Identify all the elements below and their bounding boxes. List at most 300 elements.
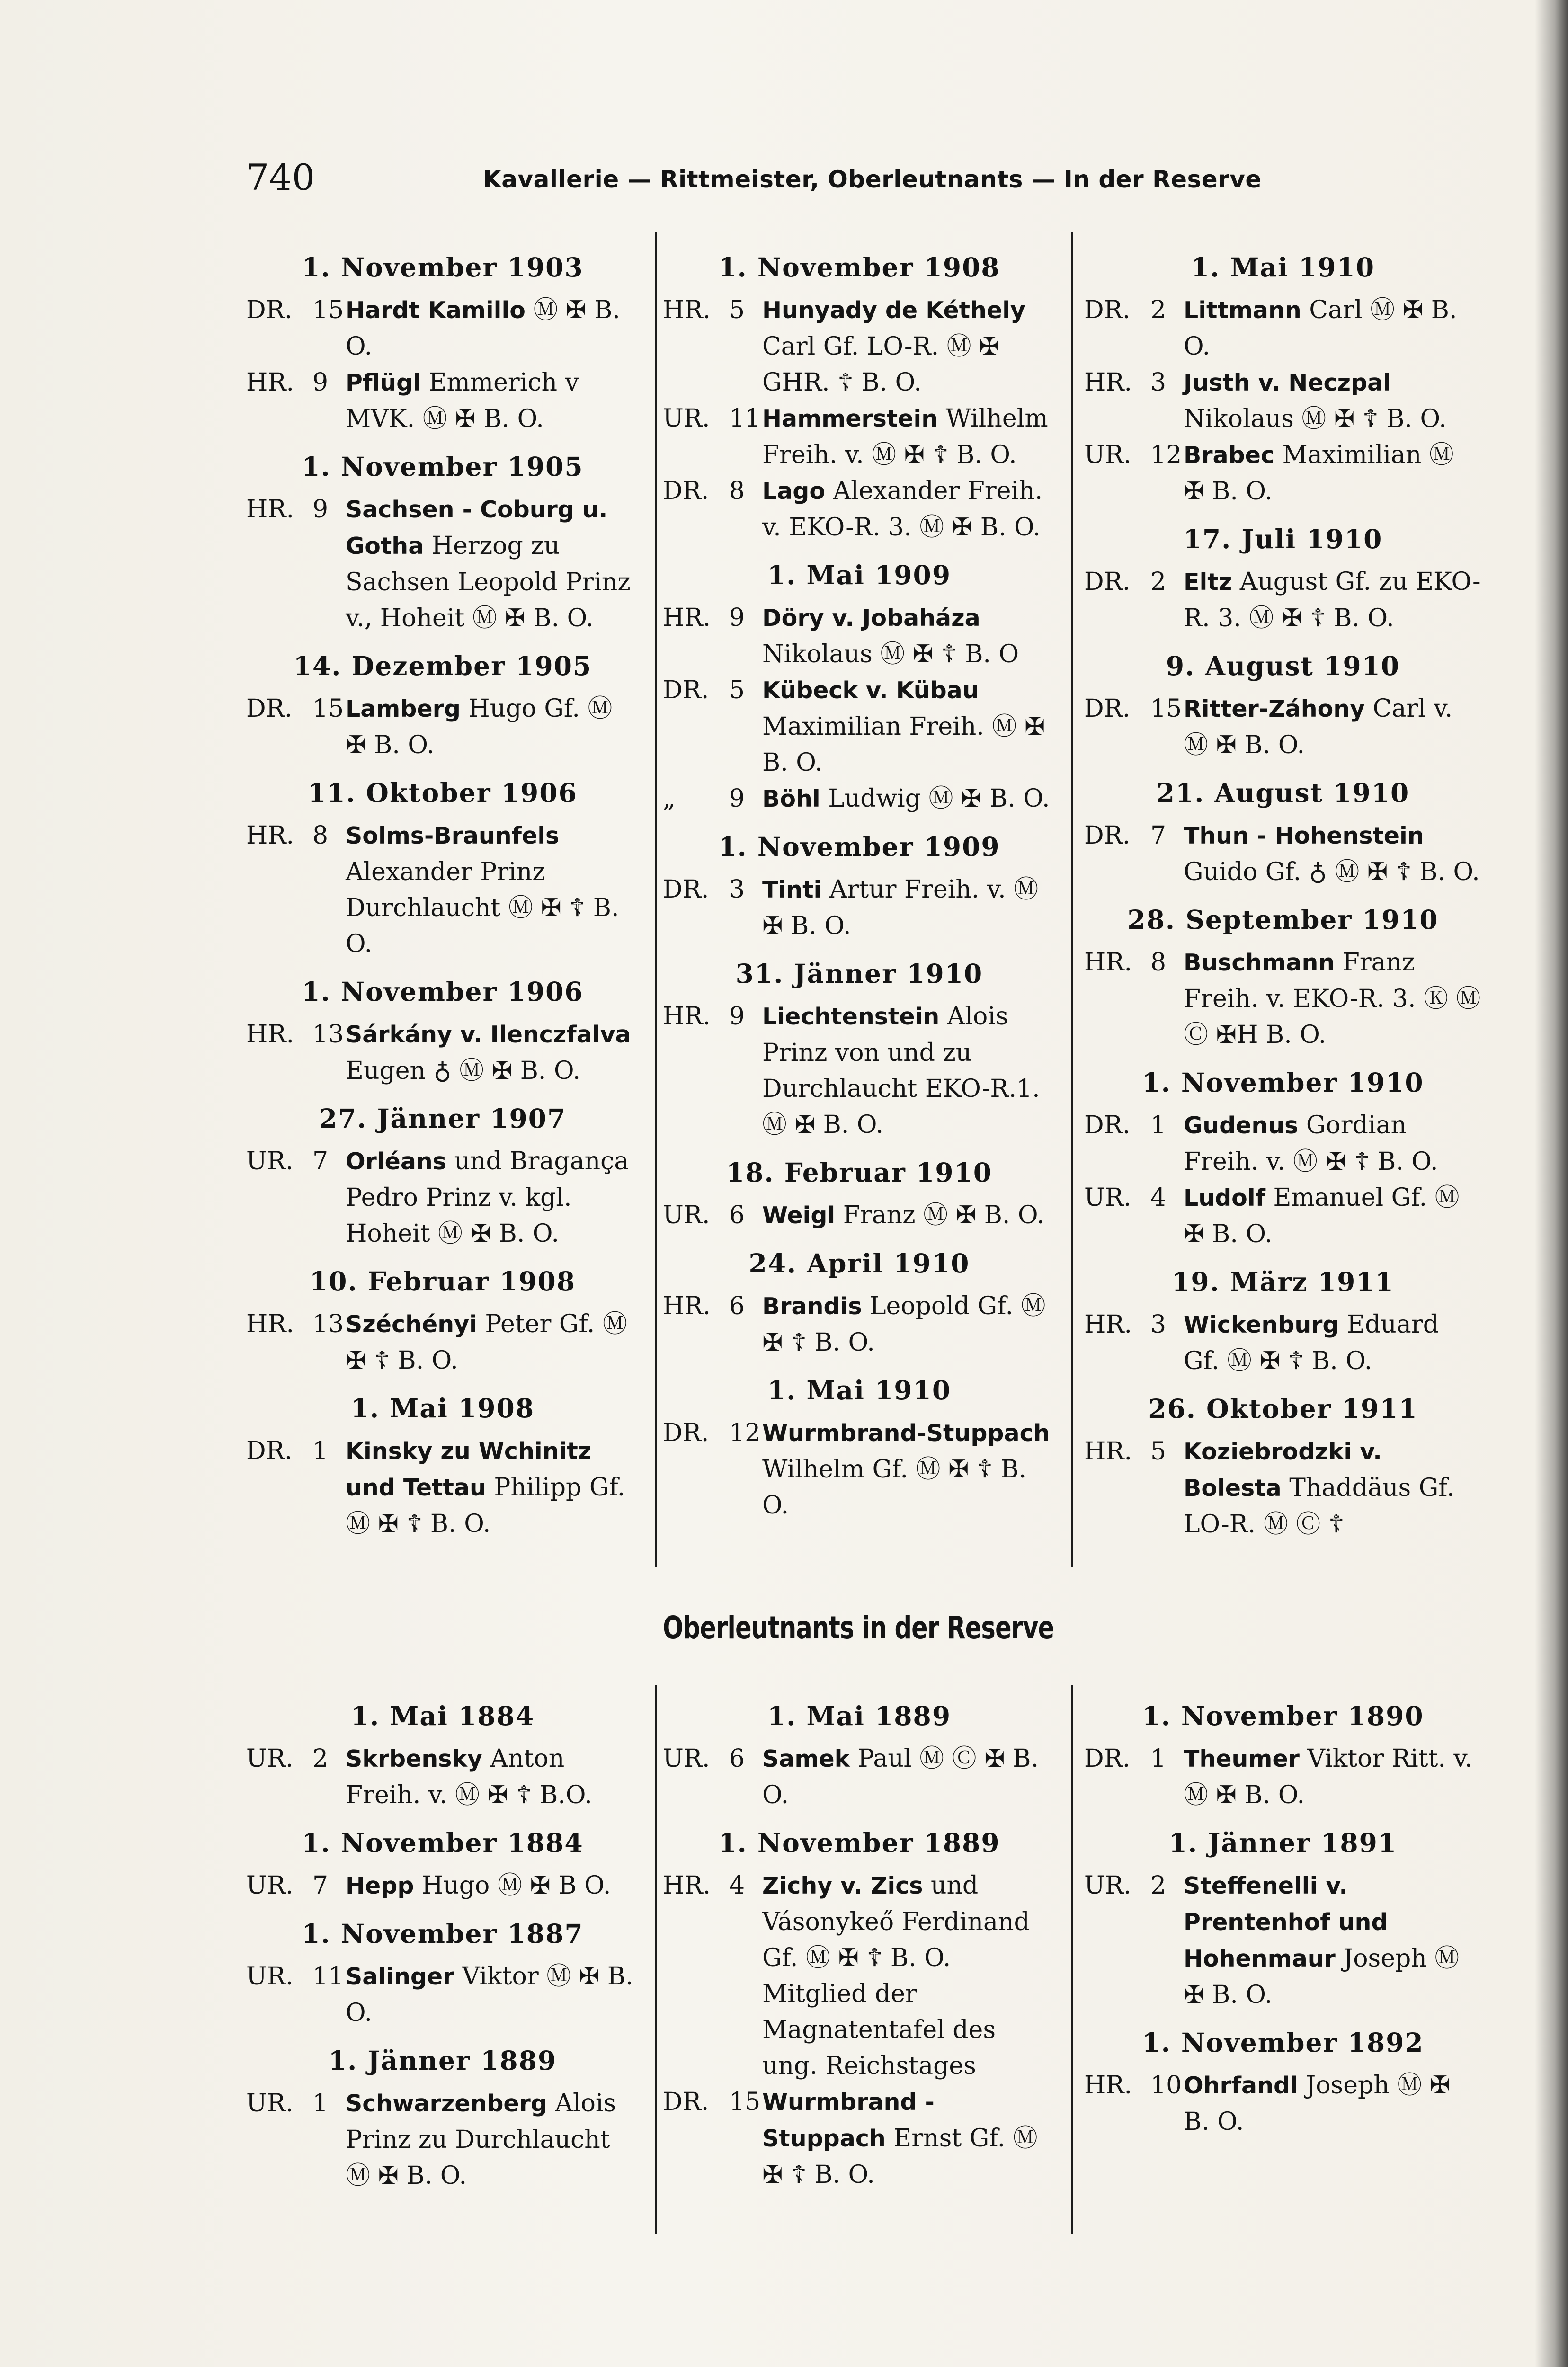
date-heading: 1. November 1903 bbox=[302, 252, 584, 283]
date-heading: 1. Mai 1910 bbox=[767, 1375, 952, 1406]
regiment-type: DR. bbox=[663, 676, 709, 704]
date-section bbox=[1084, 777, 1482, 890]
officer-entry bbox=[663, 998, 1056, 1143]
regiment-type: HR. bbox=[246, 368, 294, 397]
regiment-type: HR. bbox=[1084, 368, 1132, 397]
regiment-number: 5 bbox=[1150, 1437, 1167, 1466]
officer-entry bbox=[1084, 564, 1482, 636]
date-section bbox=[1084, 524, 1482, 636]
officer-name bbox=[1184, 1307, 1482, 1379]
date-heading: 1. November 1908 bbox=[718, 252, 1000, 283]
officer-name bbox=[762, 1197, 1056, 1234]
officer-entry bbox=[1084, 1741, 1482, 1813]
regiment-number: 1 bbox=[312, 1437, 329, 1465]
officer-details: Nikolaus Ⓜ ✠ ☦ B. O. bbox=[1184, 405, 1447, 433]
regiment-type: DR. bbox=[1084, 296, 1131, 324]
surname: Koziebrodzki v. Bolesta bbox=[1184, 1438, 1382, 1502]
regiment-number: 9 bbox=[312, 495, 329, 524]
regiment-type: HR. bbox=[663, 1292, 711, 1320]
surname: Böhl bbox=[762, 785, 820, 812]
officer-details: Franz Freih. v. EKO-R. 3. Ⓚ Ⓜ Ⓒ ✠H B. O. bbox=[1184, 948, 1481, 1049]
date-heading: 1. November 1910 bbox=[1142, 1067, 1424, 1098]
date-heading: 10. Februar 1908 bbox=[309, 1266, 576, 1297]
date-heading: 26. Oktober 1911 bbox=[1148, 1393, 1418, 1424]
page-number: 740 bbox=[246, 156, 315, 198]
regiment-type: DR. bbox=[1084, 1111, 1131, 1139]
date-section bbox=[246, 252, 639, 437]
regiment-number: 6 bbox=[729, 1292, 745, 1320]
officer-entry bbox=[246, 365, 639, 437]
officer-name bbox=[762, 672, 1056, 781]
surname: Samek bbox=[762, 1745, 850, 1772]
surname: Hammerstein bbox=[762, 405, 938, 432]
date-section bbox=[246, 777, 639, 962]
regiment-number: 15 bbox=[1150, 694, 1182, 723]
surname: Weigl bbox=[762, 1202, 836, 1229]
regiment-number: 11 bbox=[729, 404, 761, 433]
oberleutnants-column-3 bbox=[1084, 1690, 1482, 2154]
officer-entry bbox=[246, 818, 639, 962]
surname: Hunyady de Kéthely bbox=[762, 297, 1025, 324]
surname: Wickenburg bbox=[1184, 1311, 1339, 1338]
date-heading: 21. August 1910 bbox=[1156, 777, 1410, 808]
regiment-type: HR. bbox=[663, 1871, 711, 1900]
date-section bbox=[246, 1700, 639, 1813]
regiment-number: 2 bbox=[312, 1744, 329, 1773]
officer-entry bbox=[663, 600, 1056, 672]
running-head: Kavallerie — Rittmeister, Oberleutnants — In der Reserve bbox=[483, 166, 1262, 193]
regiment-type: DR. bbox=[663, 477, 709, 505]
officer-details: Maximilian Freih. Ⓜ ✠ B. O. bbox=[762, 712, 1045, 777]
column-rule bbox=[1071, 1685, 1073, 2234]
regiment-type: UR. bbox=[1084, 1871, 1131, 1900]
date-heading: 1. November 1892 bbox=[1142, 2027, 1424, 2058]
officer-entry bbox=[246, 292, 639, 365]
officer-details: Philipp Gf. Ⓜ ✠ ☦ B. O. bbox=[346, 1473, 625, 1538]
regiment-number: 5 bbox=[729, 296, 745, 324]
surname: Theumer bbox=[1184, 1745, 1300, 1772]
oberleutnants-column-2 bbox=[663, 1690, 1056, 2207]
date-section bbox=[246, 2045, 639, 2194]
officer-details: Thaddäus Gf. LO-R. Ⓜ Ⓒ ☦ bbox=[1184, 1474, 1455, 1539]
regiment-type: UR. bbox=[663, 404, 710, 433]
date-heading: 1. Mai 1884 bbox=[350, 1700, 535, 1731]
officer-name bbox=[762, 1415, 1056, 1523]
officer-name bbox=[1184, 1107, 1482, 1180]
officer-entry bbox=[246, 1016, 639, 1089]
regiment-type: DR. bbox=[663, 875, 709, 904]
date-heading: 1. November 1889 bbox=[718, 1827, 1000, 1858]
regiment-number: 10 bbox=[1150, 2071, 1182, 2100]
officer-entry bbox=[663, 1415, 1056, 1523]
officer-entry bbox=[1084, 1107, 1482, 1180]
officer-name bbox=[346, 1306, 639, 1379]
regiment-type: DR. bbox=[663, 2088, 709, 2116]
surname: Széchényi bbox=[346, 1311, 477, 1338]
officer-entry bbox=[1084, 1868, 1482, 2013]
rittmeister-column-3 bbox=[1084, 241, 1482, 1557]
regiment-type: DR. bbox=[246, 694, 293, 723]
date-section bbox=[1084, 1067, 1482, 1252]
surname: Brandis bbox=[762, 1293, 862, 1320]
officer-name bbox=[1184, 818, 1482, 890]
regiment-type: HR. bbox=[663, 1002, 711, 1031]
officer-details: Wilhelm Gf. Ⓜ ✠ ☦ B. O. bbox=[762, 1455, 1027, 1520]
officer-entry bbox=[663, 1868, 1056, 2084]
officer-name bbox=[762, 400, 1056, 473]
surname: Liechtenstein bbox=[762, 1003, 940, 1030]
surname: Solms-Braunfels bbox=[346, 822, 560, 849]
date-section bbox=[1084, 1266, 1482, 1379]
date-heading: 1. November 1905 bbox=[302, 451, 584, 482]
surname: Ohrfandl bbox=[1184, 2072, 1298, 2099]
officer-entry bbox=[246, 1868, 639, 1904]
date-heading: 1. Jänner 1889 bbox=[328, 2045, 557, 2076]
rittmeister-column-1 bbox=[246, 241, 639, 1556]
officer-entry bbox=[663, 672, 1056, 781]
regiment-type: HR. bbox=[246, 1020, 294, 1049]
officer-name bbox=[1184, 437, 1482, 509]
regiment-number: 11 bbox=[312, 1962, 344, 1991]
regiment-type: DR. bbox=[1084, 821, 1131, 850]
surname: Zichy v. Zics bbox=[762, 1872, 923, 1899]
regiment-number: 7 bbox=[1150, 821, 1167, 850]
officer-name bbox=[346, 1958, 639, 2031]
regiment-number: 2 bbox=[1150, 1871, 1167, 1900]
surname: Gudenus bbox=[1184, 1112, 1299, 1139]
regiment-type: „ bbox=[663, 784, 676, 813]
date-heading: 9. August 1910 bbox=[1166, 650, 1400, 681]
officer-details: Alois Prinz zu Durchlaucht Ⓜ ✠ B. O. bbox=[346, 2089, 616, 2190]
officer-details: Maximilian Ⓜ ✠ B. O. bbox=[1184, 441, 1454, 506]
officer-entry bbox=[1084, 365, 1482, 437]
date-section bbox=[1084, 1827, 1482, 2013]
officer-name bbox=[762, 1868, 1056, 2084]
surname: Hardt Kamillo bbox=[346, 297, 526, 324]
surname: Orléans bbox=[346, 1148, 446, 1175]
date-section bbox=[1084, 1700, 1482, 1813]
surname: Pflügl bbox=[346, 369, 421, 396]
regiment-number: 15 bbox=[312, 694, 344, 723]
officer-details: August Gf. zu EKO-R. 3. Ⓜ ✠ ☦ B. O. bbox=[1184, 568, 1481, 632]
date-section bbox=[246, 976, 639, 1089]
page-edge-shadow bbox=[1535, 0, 1568, 2367]
officer-entry bbox=[246, 1958, 639, 2031]
officer-name bbox=[346, 292, 639, 365]
officer-name bbox=[1184, 564, 1482, 636]
officer-details: Carl v. Ⓜ ✠ B. O. bbox=[1184, 694, 1453, 759]
date-heading: 1. November 1909 bbox=[718, 831, 1000, 862]
officer-name bbox=[346, 365, 639, 437]
date-section bbox=[663, 1375, 1056, 1523]
officer-details: Artur Freih. v. Ⓜ ✠ B. O. bbox=[762, 875, 1039, 940]
officer-details: Joseph Ⓜ ✠ B. O. bbox=[1184, 1944, 1460, 2009]
officer-details: Alexander Prinz Durchlaucht Ⓜ ✠ ☦ B. O. bbox=[346, 858, 619, 958]
regiment-number: 3 bbox=[729, 875, 745, 904]
officer-name bbox=[762, 998, 1056, 1143]
regiment-type: HR. bbox=[1084, 1437, 1132, 1466]
date-heading: 1. Mai 1909 bbox=[767, 560, 952, 590]
date-section bbox=[663, 1827, 1056, 2193]
date-heading: 31. Jänner 1910 bbox=[735, 958, 983, 989]
surname: Kinsky zu Wchinitz und Tettau bbox=[346, 1438, 592, 1501]
surname: Brabec bbox=[1184, 442, 1274, 469]
regiment-type: UR. bbox=[246, 2089, 294, 2118]
officer-name bbox=[346, 818, 639, 962]
rittmeister-column-2 bbox=[663, 241, 1056, 1538]
regiment-number: 7 bbox=[312, 1871, 329, 1900]
officer-entry bbox=[663, 292, 1056, 400]
officer-entry bbox=[246, 1433, 639, 1542]
regiment-number: 8 bbox=[312, 821, 329, 850]
regiment-type: UR. bbox=[1084, 441, 1131, 469]
officer-name bbox=[346, 1143, 639, 1252]
date-heading: 11. Oktober 1906 bbox=[308, 777, 578, 808]
regiment-number: 1 bbox=[1150, 1744, 1167, 1773]
surname: Lamberg bbox=[346, 695, 461, 722]
regiment-number: 9 bbox=[729, 784, 745, 813]
regiment-number: 3 bbox=[1150, 1310, 1167, 1339]
date-heading: 1. November 1890 bbox=[1142, 1700, 1424, 1731]
regiment-number: 5 bbox=[729, 676, 745, 704]
officer-details: Wilhelm Freih. v. Ⓜ ✠ ☦ B. O. bbox=[762, 404, 1048, 469]
officer-name bbox=[1184, 1868, 1482, 2013]
regiment-number: 4 bbox=[729, 1871, 745, 1900]
officer-details: Viktor Ritt. v. Ⓜ ✠ B. O. bbox=[1184, 1744, 1473, 1809]
officer-entry bbox=[663, 400, 1056, 473]
regiment-number: 3 bbox=[1150, 368, 1167, 397]
date-section bbox=[246, 1918, 639, 2031]
surname: Schwarzenberg bbox=[346, 2090, 547, 2117]
regiment-number: 1 bbox=[312, 2089, 329, 2118]
surname: Thun - Hohenstein bbox=[1184, 822, 1424, 849]
officer-name bbox=[346, 1433, 639, 1542]
officer-name bbox=[762, 473, 1056, 545]
regiment-number: 15 bbox=[729, 2088, 761, 2116]
date-heading: 1. Mai 1889 bbox=[767, 1700, 952, 1731]
officer-entry bbox=[1084, 2067, 1482, 2140]
regiment-type: UR. bbox=[246, 1147, 294, 1175]
date-section bbox=[663, 958, 1056, 1143]
officer-name bbox=[346, 691, 639, 763]
running-header bbox=[246, 156, 1496, 199]
regiment-number: 2 bbox=[1150, 296, 1167, 324]
date-section bbox=[1084, 904, 1482, 1053]
regiment-type: HR. bbox=[663, 604, 711, 632]
regiment-type: DR. bbox=[1084, 568, 1131, 596]
officer-entry bbox=[1084, 1180, 1482, 1252]
officer-details: Guido Gf. ♁ Ⓜ ✠ ☦ B. O. bbox=[1184, 858, 1480, 886]
officer-name bbox=[1184, 1180, 1482, 1252]
officer-details: und Vásonykeő Ferdinand Gf. Ⓜ ✠ ☦ B. O. Mitglied der Magnatentafel des ung. Reichstages bbox=[762, 1871, 1030, 2080]
regiment-type: UR. bbox=[246, 1744, 294, 1773]
officer-name bbox=[346, 491, 639, 636]
column-rule bbox=[655, 1685, 657, 2234]
regiment-type: DR. bbox=[663, 1419, 709, 1447]
surname: Sárkány v. Ilenczfalva bbox=[346, 1021, 631, 1048]
officer-details: Emmerich v MVK. Ⓜ ✠ B. O. bbox=[346, 368, 579, 433]
officer-details: Joseph Ⓜ ✠ B. O. bbox=[1184, 2071, 1451, 2136]
date-section bbox=[246, 1827, 639, 1904]
officer-entry bbox=[1084, 1433, 1482, 1542]
date-section bbox=[1084, 2027, 1482, 2140]
surname: Salinger bbox=[346, 1963, 454, 1990]
officer-entry bbox=[246, 691, 639, 763]
officer-name bbox=[762, 600, 1056, 672]
regiment-type: HR. bbox=[246, 495, 294, 524]
officer-details: Peter Gf. Ⓜ ✠ ☦ B. O. bbox=[346, 1310, 627, 1375]
officer-name bbox=[1184, 292, 1482, 365]
date-heading: 19. März 1911 bbox=[1172, 1266, 1394, 1297]
regiment-number: 2 bbox=[1150, 568, 1167, 596]
regiment-type: UR. bbox=[1084, 1184, 1131, 1212]
regiment-type: HR. bbox=[1084, 948, 1132, 977]
regiment-type: HR. bbox=[1084, 2071, 1132, 2100]
regiment-number: 12 bbox=[1150, 441, 1182, 469]
surname: Ritter-Záhony bbox=[1184, 695, 1365, 722]
officer-details: Alexander Freih. v. EKO-R. 3. Ⓜ ✠ B. O. bbox=[762, 477, 1043, 542]
surname: Buschmann bbox=[1184, 949, 1335, 976]
officer-name bbox=[346, 1868, 639, 1904]
officer-details: Emanuel Gf. Ⓜ ✠ B. O. bbox=[1184, 1184, 1460, 1248]
date-heading: 28. September 1910 bbox=[1127, 904, 1439, 935]
regiment-type: HR. bbox=[663, 296, 711, 324]
date-section bbox=[246, 1103, 639, 1252]
date-section bbox=[246, 650, 639, 763]
officer-name bbox=[762, 872, 1056, 944]
officer-entry bbox=[663, 2084, 1056, 2193]
officer-entry bbox=[1084, 1307, 1482, 1379]
date-section bbox=[1084, 252, 1482, 509]
date-heading: 1. November 1884 bbox=[302, 1827, 584, 1858]
regiment-type: UR. bbox=[246, 1962, 294, 1991]
regiment-number: 8 bbox=[1150, 948, 1167, 977]
regiment-number: 15 bbox=[312, 296, 344, 324]
officer-entry bbox=[663, 1288, 1056, 1361]
date-heading: 1. Mai 1910 bbox=[1191, 252, 1375, 283]
officer-entry bbox=[246, 1306, 639, 1379]
surname: Ludolf bbox=[1184, 1184, 1265, 1211]
officer-details: Hugo Gf. Ⓜ ✠ B. O. bbox=[346, 694, 613, 759]
officer-entry bbox=[663, 473, 1056, 545]
officer-details: Gordian Freih. v. Ⓜ ✠ ☦ B. O. bbox=[1184, 1111, 1438, 1176]
officer-entry bbox=[1084, 691, 1482, 763]
regiment-type: HR. bbox=[246, 1310, 294, 1338]
officer-entry bbox=[663, 781, 1056, 817]
date-section bbox=[663, 252, 1056, 545]
date-heading: 1. Mai 1908 bbox=[350, 1393, 535, 1424]
regiment-number: 4 bbox=[1150, 1184, 1167, 1212]
regiment-number: 9 bbox=[312, 368, 329, 397]
officer-name bbox=[1184, 1433, 1482, 1542]
regiment-number: 6 bbox=[729, 1744, 745, 1773]
officer-entry bbox=[246, 1741, 639, 1813]
surname: Sachsen - Coburg u. Gotha bbox=[346, 496, 608, 560]
officer-details: Carl Ⓜ ✠ B. O. bbox=[1184, 296, 1457, 361]
section-title: Oberleutnants in der Reserve bbox=[663, 1610, 1054, 1646]
officer-name bbox=[346, 1016, 639, 1089]
regiment-type: DR. bbox=[246, 1437, 293, 1465]
officer-entry bbox=[246, 1143, 639, 1252]
regiment-number: 9 bbox=[729, 604, 745, 632]
surname: Justh v. Neczpal bbox=[1184, 369, 1391, 396]
surname: Wurmbrand-Stuppach bbox=[762, 1420, 1050, 1447]
officer-entry bbox=[246, 2085, 639, 2194]
regiment-number: 12 bbox=[729, 1419, 761, 1447]
officer-details: Alois Prinz von und zu Durchlaucht EKO-R.1. Ⓜ ✠ B. O. bbox=[762, 1002, 1040, 1139]
officer-details: Ⓜ ✠ B. O. bbox=[346, 296, 620, 361]
surname: Hepp bbox=[346, 1872, 414, 1899]
column-rule bbox=[655, 232, 657, 1567]
officer-details: Carl Gf. LO-R. Ⓜ ✠ GHR. ☦ B. O. bbox=[762, 332, 1000, 397]
regiment-type: UR. bbox=[663, 1201, 710, 1229]
officer-name bbox=[762, 292, 1056, 400]
surname: Lago bbox=[762, 478, 826, 505]
officer-details: Nikolaus Ⓜ ✠ ☦ B. O bbox=[762, 640, 1019, 668]
surname: Tinti bbox=[762, 876, 822, 903]
officer-details: Ernst Gf. Ⓜ ✠ ☦ B. O. bbox=[762, 2124, 1038, 2189]
regiment-type: UR. bbox=[246, 1871, 294, 1900]
officer-details: Leopold Gf. Ⓜ ✠ ☦ B. O. bbox=[762, 1292, 1046, 1357]
date-section bbox=[663, 1157, 1056, 1234]
surname: Skrbensky bbox=[346, 1745, 482, 1772]
officer-entry bbox=[246, 491, 639, 636]
officer-details: Hugo Ⓜ ✠ B O. bbox=[414, 1871, 611, 1900]
officer-details: Viktor Ⓜ ✠ B. O. bbox=[346, 1962, 633, 2027]
officer-name bbox=[762, 1288, 1056, 1361]
surname: Steffenelli v. Prentenhof und Hohenmaur bbox=[1184, 1872, 1388, 1972]
date-section bbox=[246, 1266, 639, 1379]
date-heading: 24. April 1910 bbox=[748, 1248, 970, 1279]
officer-name bbox=[346, 2085, 639, 2194]
officer-entry bbox=[663, 1197, 1056, 1234]
officer-entry bbox=[1084, 818, 1482, 890]
regiment-type: HR. bbox=[1084, 1310, 1132, 1339]
regiment-number: 8 bbox=[729, 477, 745, 505]
date-heading: 18. Februar 1910 bbox=[726, 1157, 993, 1188]
regiment-number: 13 bbox=[312, 1310, 344, 1338]
date-heading: 27. Jänner 1907 bbox=[319, 1103, 567, 1134]
regiment-type: UR. bbox=[663, 1744, 710, 1773]
officer-name bbox=[1184, 2067, 1482, 2140]
date-heading: 14. Dezember 1905 bbox=[293, 650, 592, 681]
officer-details: Ludwig Ⓜ ✠ B. O. bbox=[820, 784, 1050, 813]
officer-name bbox=[346, 1741, 639, 1813]
surname: Döry v. Jobaháza bbox=[762, 605, 980, 632]
surname: Wurmbrand - Stuppach bbox=[762, 2089, 935, 2152]
officer-entry bbox=[1084, 437, 1482, 509]
officer-name bbox=[1184, 1741, 1482, 1813]
officer-name bbox=[1184, 944, 1482, 1053]
officer-entry bbox=[663, 872, 1056, 944]
regiment-number: 9 bbox=[729, 1002, 745, 1031]
officer-entry bbox=[663, 1741, 1056, 1813]
date-section bbox=[663, 1700, 1056, 1813]
officer-name bbox=[762, 781, 1056, 817]
officer-entry bbox=[1084, 292, 1482, 365]
date-heading: 1. Jänner 1891 bbox=[1168, 1827, 1398, 1858]
officer-details: Eugen ♁ Ⓜ ✠ B. O. bbox=[346, 1057, 581, 1085]
officer-details: Anton Freih. v. Ⓜ ✠ ☦ B.O. bbox=[346, 1744, 592, 1809]
officer-details: Eduard Gf. Ⓜ ✠ ☦ B. O. bbox=[1184, 1310, 1439, 1375]
officer-details: Franz Ⓜ ✠ B. O. bbox=[835, 1201, 1045, 1229]
regiment-type: DR. bbox=[246, 296, 293, 324]
officer-details: Herzog zu Sachsen Leopold Prinz v., Hoheit Ⓜ ✠ B. O. bbox=[346, 532, 631, 632]
regiment-number: 6 bbox=[729, 1201, 745, 1229]
date-section bbox=[1084, 1393, 1482, 1542]
officer-name bbox=[762, 1741, 1056, 1813]
date-section bbox=[663, 1248, 1056, 1361]
